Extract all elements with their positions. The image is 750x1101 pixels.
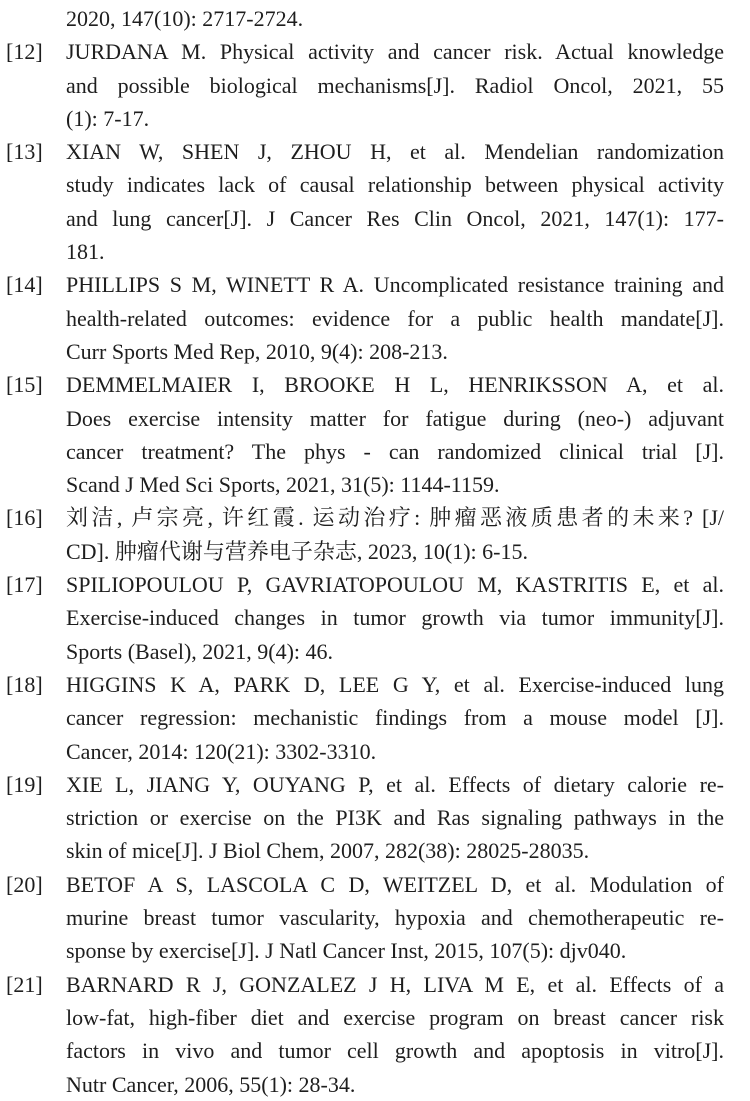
reference-line: 181. xyxy=(66,239,105,265)
reference-line: striction or exercise on the PI3K and Ras signaling pathways in the xyxy=(66,805,724,831)
reference-item xyxy=(6,268,724,368)
reference-line: BARNARD R J, GONZALEZ J H, LIVA M E, et al. Effects of a xyxy=(66,971,724,997)
reference-line: XIE L, JIANG Y, OUYANG P, et al. Effects of dietary calorie re- xyxy=(66,771,724,797)
reference-text xyxy=(66,868,724,968)
reference-line: Exercise-induced changes in tumor growth via tumor immunity[J]. xyxy=(66,605,724,631)
reference-line: cancer treatment? The phys - can randomized clinical trial [J]. xyxy=(66,438,724,464)
reference-line: cancer regression: mechanistic findings from a mouse model [J]. xyxy=(66,705,724,731)
reference-text xyxy=(66,35,724,135)
reference-line: XIAN W, SHEN J, ZHOU H, et al. Mendelian randomization xyxy=(66,139,724,165)
reference-number: [17] xyxy=(6,572,43,598)
reference-line: and lung cancer[J]. J Cancer Res Clin Oncol, 2021, 147(1): 177- xyxy=(66,205,724,231)
reference-line: Scand J Med Sci Sports, 2021, 31(5): 1144-1159. xyxy=(66,472,500,498)
reference-text xyxy=(66,668,724,768)
reference-line: (1): 7-17. xyxy=(66,105,150,131)
reference-line: Curr Sports Med Rep, 2010, 9(4): 208-213. xyxy=(66,338,448,364)
reference-item xyxy=(6,668,724,768)
reference-text xyxy=(66,568,724,668)
reference-line: CD]. 肿瘤代谢与营养电子杂志, 2023, 10(1): 6-15. xyxy=(66,538,528,564)
reference-number: [20] xyxy=(6,871,43,897)
reference-continuation xyxy=(6,2,724,35)
reference-number: [19] xyxy=(6,771,43,797)
reference-line: and possible biological mechanisms[J]. Radiol Oncol, 2021, 55 xyxy=(66,72,724,98)
reference-number: [12] xyxy=(6,39,43,65)
reference-line: BETOF A S, LASCOLA C D, WEITZEL D, et al. Modulation of xyxy=(66,871,724,897)
reference-line: Cancer, 2014: 120(21): 3302-3310. xyxy=(66,738,377,764)
reference-line: DEMMELMAIER I, BROOKE H L, HENRIKSSON A, et al. xyxy=(66,372,724,398)
reference-continuation-line: 2020, 147(10): 2717-2724. xyxy=(66,6,304,31)
reference-item xyxy=(6,368,724,501)
reference-number: [13] xyxy=(6,139,43,165)
reference-line: HIGGINS K A, PARK D, LEE G Y, et al. Exercise-induced lung xyxy=(66,671,724,697)
reference-line: health-related outcomes: evidence for a public health mandate[J]. xyxy=(66,305,724,331)
reference-line: JURDANA M. Physical activity and cancer risk. Actual knowledge xyxy=(66,39,724,65)
reference-line: SPILIOPOULOU P, GAVRIATOPOULOU M, KASTRITIS E, et al. xyxy=(66,572,724,598)
reference-item xyxy=(6,135,724,268)
reference-text xyxy=(66,501,724,568)
reference-item xyxy=(6,768,724,868)
reference-item xyxy=(6,968,724,1101)
reference-line: Sports (Basel), 2021, 9(4): 46. xyxy=(66,638,334,664)
reference-line: low-fat, high-fiber diet and exercise program on breast cancer risk xyxy=(66,1004,724,1030)
reference-line: PHILLIPS S M, WINETT R A. Uncomplicated resistance training and xyxy=(66,272,724,298)
reference-number: [14] xyxy=(6,272,43,298)
reference-line: Nutr Cancer, 2006, 55(1): 28-34. xyxy=(66,1071,356,1097)
reference-item xyxy=(6,501,724,568)
reference-line: skin of mice[J]. J Biol Chem, 2007, 282(38): 28025-28035. xyxy=(66,838,590,864)
reference-line: murine breast tumor vascularity, hypoxia and chemotherapeutic re- xyxy=(66,905,724,931)
reference-line: 刘洁, 卢宗亮, 许红霞. 运动治疗: 肿瘤恶液质患者的未来? [J/ xyxy=(66,505,724,531)
reference-line: study indicates lack of causal relationship between physical activity xyxy=(66,172,724,198)
reference-item xyxy=(6,868,724,968)
reference-text xyxy=(66,368,724,501)
reference-text xyxy=(66,135,724,268)
reference-text xyxy=(66,968,724,1101)
reference-number: [18] xyxy=(6,671,43,697)
reference-item xyxy=(6,568,724,668)
reference-line: factors in vivo and tumor cell growth and apoptosis in vitro[J]. xyxy=(66,1038,724,1064)
reference-text xyxy=(66,268,724,368)
reference-number: [21] xyxy=(6,971,43,997)
reference-item xyxy=(6,35,724,135)
reference-line: sponse by exercise[J]. J Natl Cancer Inst, 2015, 107(5): djv040. xyxy=(66,938,627,964)
reference-line: Does exercise intensity matter for fatigue during (neo-) adjuvant xyxy=(66,405,724,431)
reference-number: [16] xyxy=(6,505,43,531)
reference-list xyxy=(6,35,724,1101)
reference-text xyxy=(66,768,724,868)
reference-number: [15] xyxy=(6,372,43,398)
